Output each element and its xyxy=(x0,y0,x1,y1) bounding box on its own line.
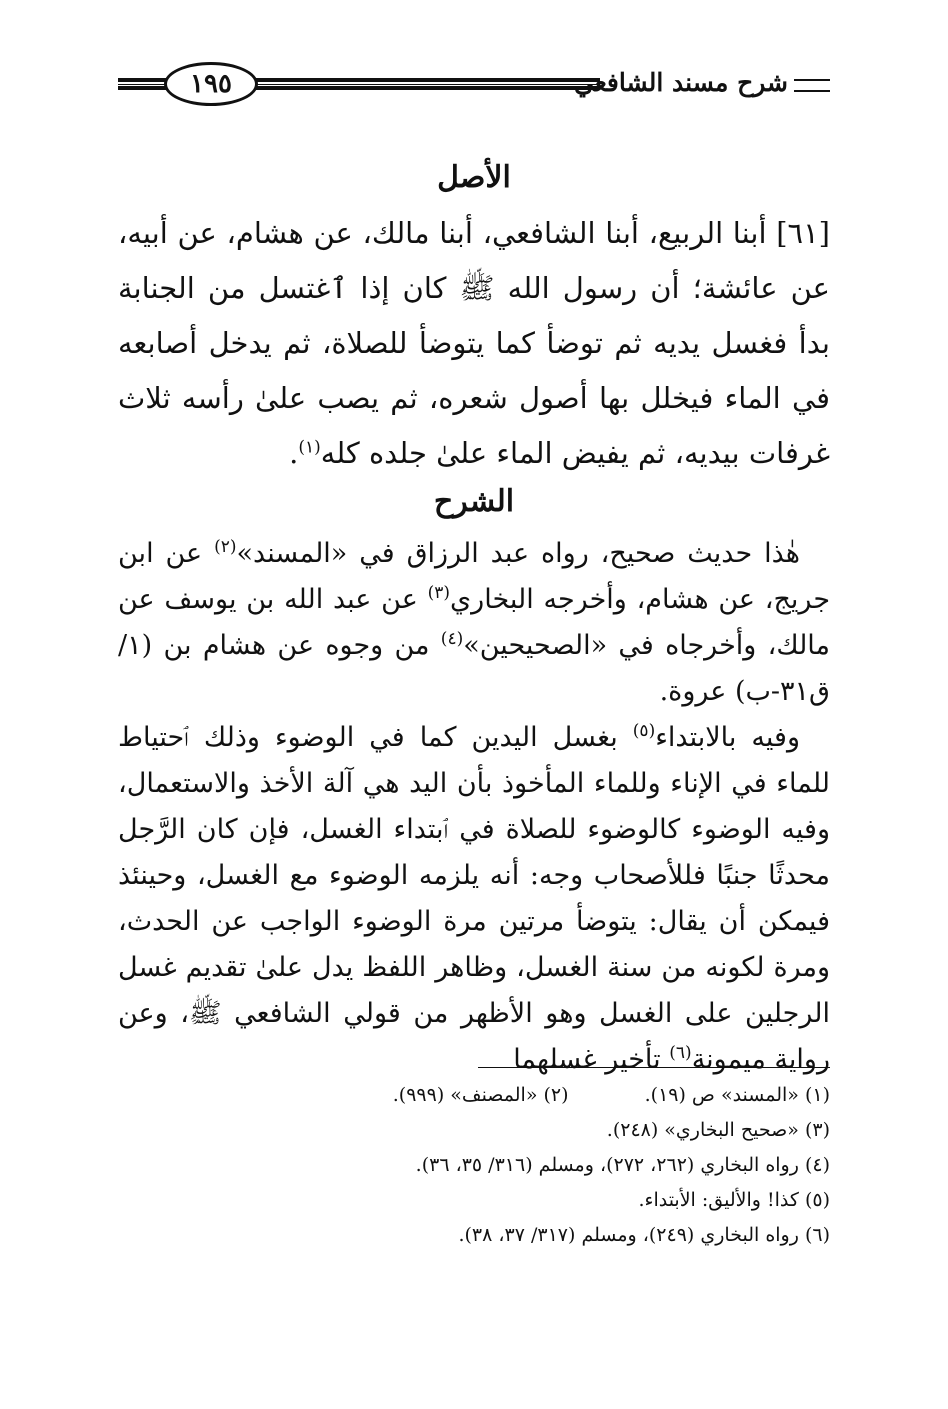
sharh-paragraph-1: هٰذا حديث صحيح، رواه عبد الرزاق في «المسند»$^{(٢)}$ عن ابن جريج، عن هشام، وأخرجه البخاري$^{(٣)}$ عن عبد الله بن يوسف عن مالك، وأخرجاه في «الصحيحين»$^{(٤)}$ من وجوه عن هشام بن (١/ق٣١-ب) عروة. xyxy=(118,537,831,707)
book-title: شرح مسند الشافعي xyxy=(574,68,788,97)
asl-heading: الأصل xyxy=(437,160,511,195)
footnote-ref: (٤) xyxy=(440,629,464,649)
footnote-ref: (٥) xyxy=(632,721,656,741)
asl-text xyxy=(118,206,830,481)
running-header xyxy=(118,62,830,114)
footnote-3: (٣) «صحيح البخاري» (٢٤٨). xyxy=(606,1119,830,1141)
footnote-ref: (٣) xyxy=(427,583,451,603)
footnotes xyxy=(118,1078,830,1253)
header-rule-right xyxy=(794,79,830,92)
asl-end: . xyxy=(289,436,299,470)
footnote-6: (٦) رواه البخاري (٢٤٩)، ومسلم (٣١٧/ ٣٧، ٣٨). xyxy=(458,1224,830,1246)
footnote-2: (٢) «المصنف» (٩٩٩). xyxy=(392,1084,569,1106)
footnote-ref: (١) xyxy=(298,437,321,458)
footnote-1: (١) «المسند» ص (١٩). xyxy=(644,1084,830,1106)
footnote-separator xyxy=(478,1067,830,1068)
page-number: ١٩٥ xyxy=(164,62,258,106)
footnote-5: (٥) كذا! والأليق: الأبتداء. xyxy=(638,1189,830,1211)
footnote-ref: (٢) xyxy=(214,537,237,557)
asl-body: [٦١] أبنا الربيع، أبنا الشافعي، أبنا مالك، عن هشام، عن أبيه، عن عائشة؛ أن رسول الله ﷺ كان إذا ٱغتسل من الجنابة بدأ فغسل يديه ثم توضأ كما يتوضأ للصلاة، ثم يدخل أصابعه في الماء فيخلل بها أصول شعره، ثم يصب علىٰ رأسه ثلاث غرفات بيديه، ثم يفيض الماء علىٰ جلده كله xyxy=(118,216,830,470)
footnote-4: (٤) رواه البخاري (٢٦٢، ٢٧٢)، ومسلم (٣١٦/ ٣٥، ٣٦). xyxy=(415,1154,830,1176)
sharh-heading: الشرح xyxy=(433,484,515,519)
footnote-ref: (٦) xyxy=(669,1043,692,1063)
sharh-text xyxy=(118,531,830,1083)
sharh-paragraph-2: وفيه بالابتداء$^{(٥)}$ بغسل اليدين كما في الوضوء وذلك ٱحتياط للماء في الإناء وللماء المأخوذ بأن اليد هي آلة الأخذ والاستعمال، وفيه الوضوء كالوضوء للصلاة في ٱبتداء الغسل، فإن كان الرَّجل محدثًا جنبًا فللأصحاب وجه: أنه يلزمه الوضوء مع الغسل، وحينئذ فيمكن أن يقال: يتوضأ مرتين مرة الوضوء الواجب عن الحدث، ومرة لكونه من سنة الغسل، وظاهر اللفظ يدل علىٰ تقديم غسل الرجلين على الغسل وهو الأظهر من قولي الشافعي ﷺ، وعن رواية ميمونة$^{(٦)}$ تأخير غسلهما xyxy=(118,721,830,1075)
footnote-row xyxy=(118,1078,830,1113)
